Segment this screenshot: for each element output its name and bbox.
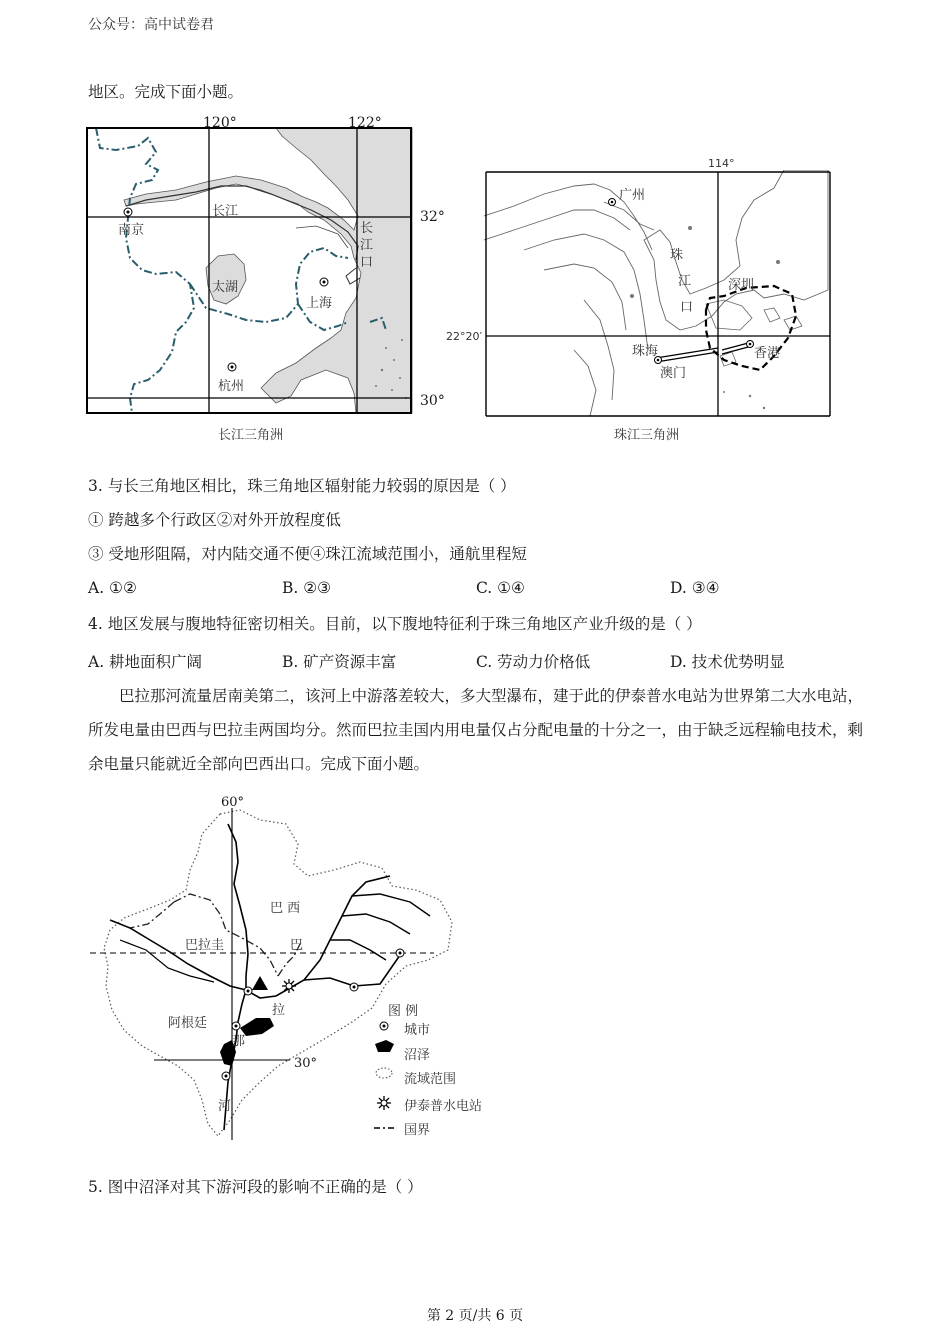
yangtze-lat-30: 30° — [420, 393, 445, 409]
q3-option-a[interactable]: A. ①② — [88, 579, 137, 597]
label-shanghai: 上海 — [306, 296, 333, 311]
river-char-ba: 巴 — [290, 938, 304, 953]
label-paraguay: 巴拉圭 — [185, 938, 225, 953]
page-footer: 第 2 页/共 6 页 — [426, 1308, 524, 1324]
label-argentina: 阿根廷 — [168, 1016, 208, 1031]
q3-option-d[interactable]: D. ③④ — [670, 579, 720, 597]
label-nanjing: 南京 — [118, 223, 145, 238]
yangtze-lon-120: 120° — [203, 115, 237, 131]
q3-line2: ③ 受地形阻隔，对内陆交通不便④珠江流域范围小，通航里程短 — [88, 545, 527, 563]
legend-itaipu: 伊泰普水电站 — [404, 1099, 483, 1114]
label-brazil: 巴 西 — [270, 901, 301, 916]
legend-border: 国界 — [404, 1123, 431, 1138]
label-shenzhen: 深圳 — [728, 278, 755, 293]
q3-option-b[interactable]: B. ②③ — [282, 579, 332, 597]
label-chang: 长 — [360, 221, 374, 236]
parana-passage: 巴拉那河流量居南美第二，该河上中游落差较大，多大型瀑布，建于此的伊泰普水电站为世界第二大水电站，所发电量由巴西与巴拉圭两国均分。然而巴拉圭国内用电量仅占分配电量的十分之一，由于缺乏远程输电技术，剩余电量只能就近全部向巴西出口。完成下面小题。 — [88, 687, 864, 773]
label-kou2: 口 — [680, 300, 694, 315]
label-zhuhai: 珠海 — [632, 344, 659, 359]
pearl-delta-map — [484, 170, 832, 420]
label-guangzhou: 广州 — [619, 188, 646, 203]
q5-stem: 5. 图中沼泽对其下游河段的影响不正确的是（ ） — [88, 1178, 423, 1196]
label-taihu: 太湖 — [212, 280, 239, 295]
label-kou: 口 — [360, 255, 374, 270]
q3-line1: ① 跨越多个行政区②对外开放程度低 — [88, 511, 341, 529]
q4-option-d[interactable]: D. 技术优势明显 — [670, 653, 785, 671]
yangtze-lat-32: 32° — [420, 209, 445, 225]
header-account: 公众号：高中试卷君 — [88, 17, 214, 33]
pearl-map-caption: 珠江三角洲 — [614, 428, 680, 443]
label-changjiang: 长江 — [212, 204, 239, 219]
yangtze-lon-122: 122° — [348, 115, 382, 131]
legend-city: 城市 — [404, 1023, 431, 1038]
label-jiang2: 江 — [678, 274, 692, 289]
river-char-he: 河 — [218, 1099, 232, 1114]
yangtze-map-caption: 长江三角洲 — [218, 428, 284, 443]
intro-tail: 地区。完成下面小题。 — [88, 83, 244, 101]
label-hongkong: 香港 — [754, 346, 781, 361]
legend-swamp: 沼泽 — [404, 1048, 431, 1063]
label-hangzhou: 杭州 — [218, 379, 245, 394]
label-macau: 澳门 — [660, 366, 687, 381]
river-char-na: 那 — [232, 1034, 246, 1049]
q4-option-a[interactable]: A. 耕地面积广阔 — [88, 653, 203, 671]
river-char-la: 拉 — [272, 1003, 286, 1018]
pearl-lon-114: 114° — [708, 157, 735, 170]
parana-lon-60: 60° — [221, 795, 245, 810]
label-zhu: 珠 — [670, 248, 684, 263]
pearl-lat-2220: 22°20′ — [446, 330, 482, 343]
legend-basin: 流域范围 — [404, 1072, 457, 1087]
q4-option-b[interactable]: B. 矿产资源丰富 — [282, 653, 397, 671]
legend-title: 图 例 — [388, 1004, 419, 1019]
q4-option-c[interactable]: C. 劳动力价格低 — [476, 653, 591, 671]
q3-stem: 3. 与长三角地区相比，珠三角地区辐射能力较弱的原因是（ ） — [88, 477, 516, 495]
q4-stem: 4. 地区发展与腹地特征密切相关。目前，以下腹地特征利于珠三角地区产业升级的是（ ） — [88, 615, 702, 633]
parana-lat-30: 30° — [294, 1056, 318, 1071]
label-jiang: 江 — [360, 238, 374, 253]
q3-option-c[interactable]: C. ①④ — [476, 579, 525, 597]
